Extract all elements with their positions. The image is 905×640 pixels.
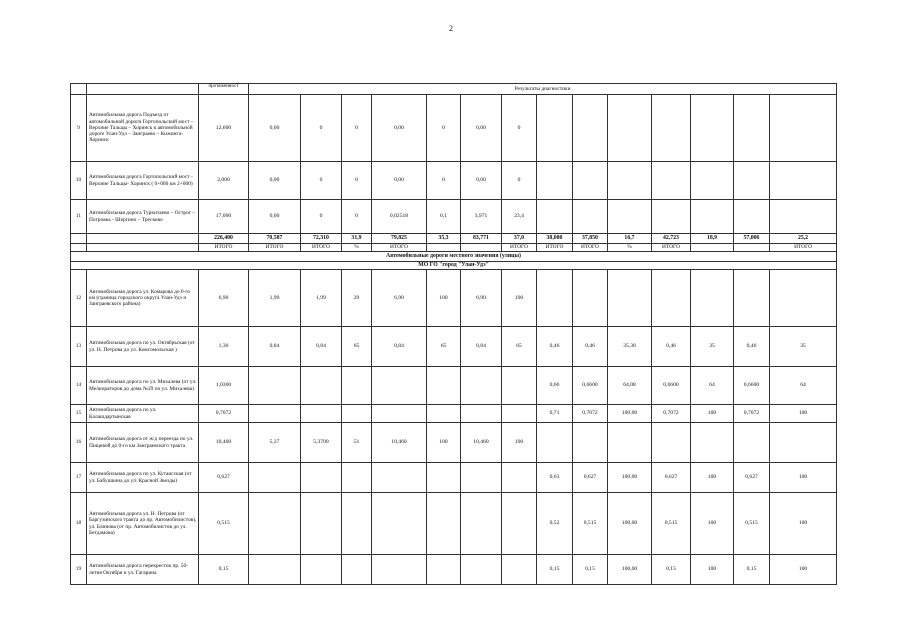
table-cell: 64,08 [608, 367, 652, 405]
table-cell [249, 405, 301, 423]
table-cell: 65 [342, 327, 372, 367]
table-cell: 0,46 [573, 327, 608, 367]
table-cell: 0,627 [652, 463, 691, 493]
table-cell: 35 [691, 327, 734, 367]
diagnostics-table [70, 83, 837, 585]
road-description: Автомобильная дорога по ул. Кутаисская (от ул. Бабушкина до ул. Красной Звезды) [87, 463, 199, 493]
table-cell [461, 555, 502, 585]
table-cell [608, 423, 652, 463]
table-cell [372, 463, 427, 493]
table-cell: 0,7072 [734, 405, 770, 423]
itogo-cell [427, 244, 461, 252]
table-cell [502, 555, 537, 585]
table-cell [608, 200, 652, 234]
table-cell: 0,84 [249, 327, 301, 367]
itogo-cell: % [342, 244, 372, 252]
table-cell [573, 95, 608, 162]
row-number: 12 [71, 270, 87, 327]
table-cell: 0,6600 [573, 367, 608, 405]
table-cell: 100 [502, 423, 537, 463]
table-cell [342, 493, 372, 555]
row-number: 11 [71, 200, 87, 234]
table-cell [461, 463, 502, 493]
table-cell: 29 [342, 270, 372, 327]
page-number: 2 [449, 24, 453, 33]
row-number: 16 [71, 423, 87, 463]
table-cell: 3,971 [461, 200, 502, 234]
table-cell: 0,627 [573, 463, 608, 493]
table-cell [691, 200, 734, 234]
table-row [71, 555, 837, 585]
itogo-cell: ИТОГО [502, 244, 537, 252]
total-cell: 38,080 [537, 234, 573, 244]
table-cell: 100 [427, 423, 461, 463]
table-cell [342, 405, 372, 423]
table-cell: 35 [770, 327, 837, 367]
table-cell [652, 200, 691, 234]
road-description: Автомобильная дорога Подъезд от автомобильной дороги Гортопольский мост – Верхние Тальцы – Хоринск к автомобильной дороге Улан-Удэ – Заиграево – Кижинга-Хоринск [87, 95, 199, 162]
table-cell: 100 [691, 493, 734, 555]
table-cell: 1,0300 [199, 367, 249, 405]
table-row [71, 463, 837, 493]
table-cell: 0,00 [249, 200, 301, 234]
total-cell: 18,9 [691, 234, 734, 244]
table-cell: 1,99 [249, 270, 301, 327]
table-cell: 12,600 [199, 95, 249, 162]
road-description: Автомобильная дорога по ул. Октябрьская (от ул. Н. Петрова до ул. Комсомольская ) [87, 327, 199, 367]
table-cell: 0,1 [427, 200, 461, 234]
total-cell: 37,850 [573, 234, 608, 244]
table-row [71, 423, 837, 463]
table-cell [372, 367, 427, 405]
total-cell: 83,771 [461, 234, 502, 244]
table-cell: 0,627 [199, 463, 249, 493]
itogo-cell: ИТОГО [301, 244, 342, 252]
itogo-cell [461, 244, 502, 252]
table-cell [502, 493, 537, 555]
row-number: 9 [71, 95, 87, 162]
table-cell [249, 367, 301, 405]
table-cell [301, 367, 342, 405]
table-cell: 0,6600 [652, 367, 691, 405]
table-cell: 100 [770, 493, 837, 555]
table-cell [573, 423, 608, 463]
table-cell: 10,460 [461, 423, 502, 463]
section-title: Автомобильные дороги местного значения (улицы) [71, 252, 837, 262]
road-description: Автомобильная дорога Гортопольский мост - Верхние Тальцы- Хоринск ( 0+000 км 2+000) [87, 162, 199, 200]
total-cell: 57,006 [734, 234, 770, 244]
table-row [71, 95, 837, 162]
table-cell [71, 234, 87, 244]
total-cell: 35,3 [427, 234, 461, 244]
table-cell [537, 270, 573, 327]
table-cell: 100 [691, 463, 734, 493]
table-cell [537, 200, 573, 234]
table-cell [249, 463, 301, 493]
table-cell: 100 [770, 463, 837, 493]
table-cell: 0,7072 [652, 405, 691, 423]
table-row [71, 327, 837, 367]
table-cell: 0,66 [537, 367, 573, 405]
table-cell [691, 162, 734, 200]
table-cell [734, 95, 770, 162]
table-cell: 100 [770, 555, 837, 585]
itogo-cell: ИТОГО [652, 244, 691, 252]
table-cell: 0,46 [734, 327, 770, 367]
total-cell: 37,0 [502, 234, 537, 244]
table-cell [734, 270, 770, 327]
table-cell: 0,84 [372, 327, 427, 367]
table-cell [537, 162, 573, 200]
table-cell: 0,84 [301, 327, 342, 367]
table-cell: 65 [502, 327, 537, 367]
road-description: Автомобильная дорога Туркитаево – Острог – Погровка - Шергино – Тресково [87, 200, 199, 234]
row-number: 10 [71, 162, 87, 200]
table-row [71, 162, 837, 200]
table-cell [461, 493, 502, 555]
table-row [71, 367, 837, 405]
table-cell: 17,000 [199, 200, 249, 234]
table-cell: 6,90 [461, 270, 502, 327]
table-cell [461, 367, 502, 405]
total-cell: 79,825 [372, 234, 427, 244]
road-description: Автомобильная дорога ул. Комарова до 0-го км (граница городского округа Улан-Удэ и Заиграевского района) [87, 270, 199, 327]
table-cell [537, 95, 573, 162]
table-cell [734, 200, 770, 234]
table-cell [372, 405, 427, 423]
row-number: 15 [71, 405, 87, 423]
table-cell: 0,7072 [573, 405, 608, 423]
table-cell: 0,02518 [372, 200, 427, 234]
section-row [71, 252, 837, 262]
total-cell: 70,587 [249, 234, 301, 244]
table-cell: 0,515 [652, 493, 691, 555]
table-cell: 2,000 [199, 162, 249, 200]
table-cell: 6,90 [199, 270, 249, 327]
total-cell: 31,9 [342, 234, 372, 244]
table-cell: 0,63 [537, 463, 573, 493]
table-cell [573, 162, 608, 200]
table-cell [502, 367, 537, 405]
table-cell: 0 [301, 95, 342, 162]
table-row [71, 405, 837, 423]
total-cell: 72,310 [301, 234, 342, 244]
road-description: Автомобильная дорога перекресток пр. 50-летия Октября и ул. Гагарина [87, 555, 199, 585]
row-number: 18 [71, 493, 87, 555]
table-cell: 0,15 [537, 555, 573, 585]
table-cell: 5,3700 [301, 423, 342, 463]
total-cell: 42,723 [652, 234, 691, 244]
table-cell: 100,00 [608, 555, 652, 585]
table-cell: 100,00 [608, 493, 652, 555]
table-cell: 0,627 [734, 463, 770, 493]
table-cell: 0 [502, 95, 537, 162]
results-header-cell: Результаты диагностики [249, 84, 837, 95]
table-row [71, 270, 837, 327]
table-cell [652, 162, 691, 200]
total-cell: 226,400 [199, 234, 249, 244]
table-cell [691, 423, 734, 463]
table-cell: 0,15 [573, 555, 608, 585]
table-cell: 0,515 [734, 493, 770, 555]
table-cell: 5,37 [249, 423, 301, 463]
row-number: 19 [71, 555, 87, 585]
table-cell [427, 367, 461, 405]
table-cell: 0,00 [372, 95, 427, 162]
table-row [71, 493, 837, 555]
table-cell: 10,460 [372, 423, 427, 463]
itogo-cell: % [608, 244, 652, 252]
table-cell: 6,90 [372, 270, 427, 327]
table-cell [71, 84, 87, 95]
table-cell [249, 555, 301, 585]
table-cell: 0,00 [461, 162, 502, 200]
table-cell [502, 405, 537, 423]
table-cell [691, 95, 734, 162]
table-cell [342, 367, 372, 405]
totals-row [71, 234, 837, 244]
table-cell [461, 405, 502, 423]
table-cell [652, 423, 691, 463]
table-cell: 1,30 [199, 327, 249, 367]
table-cell [608, 162, 652, 200]
table-cell [502, 463, 537, 493]
table-cell: 64 [691, 367, 734, 405]
table-cell: 0,6600 [734, 367, 770, 405]
table-cell: 0,84 [461, 327, 502, 367]
table-cell [301, 493, 342, 555]
table-cell [342, 463, 372, 493]
table-cell: 0,00 [249, 95, 301, 162]
row-number: 14 [71, 367, 87, 405]
table-cell: 100 [427, 270, 461, 327]
table-cell [427, 555, 461, 585]
table-cell: 0,00 [461, 95, 502, 162]
table-cell [537, 423, 573, 463]
table-cell: 0 [427, 95, 461, 162]
table-cell: 100,00 [608, 463, 652, 493]
table-cell: 0 [342, 95, 372, 162]
table-cell: 0,71 [537, 405, 573, 423]
table-cell [301, 555, 342, 585]
table-cell: 100 [691, 405, 734, 423]
table-cell [652, 95, 691, 162]
road-description: Автомобильная дорога от ж/д переезда по ул. Пищевой до 0-го км Заиграевского тракта [87, 423, 199, 463]
table-cell [87, 234, 199, 244]
table-cell: 0,52 [537, 493, 573, 555]
table-cell [342, 555, 372, 585]
table-cell [87, 84, 199, 95]
header-row [71, 84, 837, 95]
table-cell: 0,15 [652, 555, 691, 585]
table-cell [573, 200, 608, 234]
table-cell: 51 [342, 423, 372, 463]
row-number: 13 [71, 327, 87, 367]
table-cell [770, 200, 837, 234]
table-row [71, 200, 837, 234]
table-cell [372, 493, 427, 555]
table-cell [608, 95, 652, 162]
subsection-row [71, 262, 837, 270]
table-cell [608, 270, 652, 327]
table-cell [691, 270, 734, 327]
table-cell [87, 244, 199, 252]
table-cell: 0,515 [199, 493, 249, 555]
table-cell [734, 423, 770, 463]
table-cell: 0,00 [372, 162, 427, 200]
table-cell [71, 244, 87, 252]
table-cell: 100 [691, 555, 734, 585]
total-cell: 25,2 [770, 234, 837, 244]
table-cell [770, 162, 837, 200]
table-cell [734, 162, 770, 200]
table-cell [249, 493, 301, 555]
table-cell [427, 405, 461, 423]
table-cell: 100 [770, 405, 837, 423]
table-cell [427, 463, 461, 493]
table-cell [573, 270, 608, 327]
table-cell: 0,15 [199, 555, 249, 585]
table-cell: 0 [342, 200, 372, 234]
table-cell [770, 270, 837, 327]
table-cell: 64 [770, 367, 837, 405]
table-cell [652, 270, 691, 327]
itogo-cell: ИТОГО [249, 244, 301, 252]
table-cell: 65 [427, 327, 461, 367]
table-cell: 100,00 [608, 405, 652, 423]
table-cell [301, 463, 342, 493]
table-cell: 1,99 [301, 270, 342, 327]
road-description: Автомобильная дорога по ул. Михалева (от ул. Мелиораторов до дома №29 по ул. Михалева) [87, 367, 199, 405]
length-header-cell: протяженност [199, 84, 249, 95]
table-cell: 0,00 [249, 162, 301, 200]
table-cell: 0,46 [652, 327, 691, 367]
road-description: Автомобильная дорога ул. Н. Петрова (от Баргузинского тракта до пр. Автомобилистов), ул. Блинова (от пр. Автомобилистов до ул. Бетдамова) [87, 493, 199, 555]
table-cell: 0 [427, 162, 461, 200]
itogo-cell: ИТОГО [537, 244, 573, 252]
table-cell: 35,38 [608, 327, 652, 367]
table-cell: 0,46 [537, 327, 573, 367]
total-cell: 16,7 [608, 234, 652, 244]
table-cell [770, 423, 837, 463]
itogo-cell: ИТОГО [199, 244, 249, 252]
table-cell: 23,4 [502, 200, 537, 234]
table-cell [427, 493, 461, 555]
itogo-cell: ИТОГО [770, 244, 837, 252]
itogo-cell: ИТОГО [372, 244, 427, 252]
itogo-cell [691, 244, 734, 252]
itogo-cell [734, 244, 770, 252]
itogo-row [71, 244, 837, 252]
table-cell: 0 [502, 162, 537, 200]
table-cell: 0,15 [734, 555, 770, 585]
itogo-cell: ИТОГО [573, 244, 608, 252]
table-cell: 0 [342, 162, 372, 200]
table-cell: 0 [301, 200, 342, 234]
table-cell: 0 [301, 162, 342, 200]
road-description: Автомобильная дорога по ул. Калашдартынская [87, 405, 199, 423]
table-cell [770, 95, 837, 162]
table-cell: 0,7072 [199, 405, 249, 423]
table-cell [301, 405, 342, 423]
table-cell: 100 [502, 270, 537, 327]
table-cell [372, 555, 427, 585]
table-cell: 0,515 [573, 493, 608, 555]
table-cell: 10,460 [199, 423, 249, 463]
subsection-title: МО ГО "город "Улан-Удэ" [71, 262, 837, 270]
row-number: 17 [71, 463, 87, 493]
